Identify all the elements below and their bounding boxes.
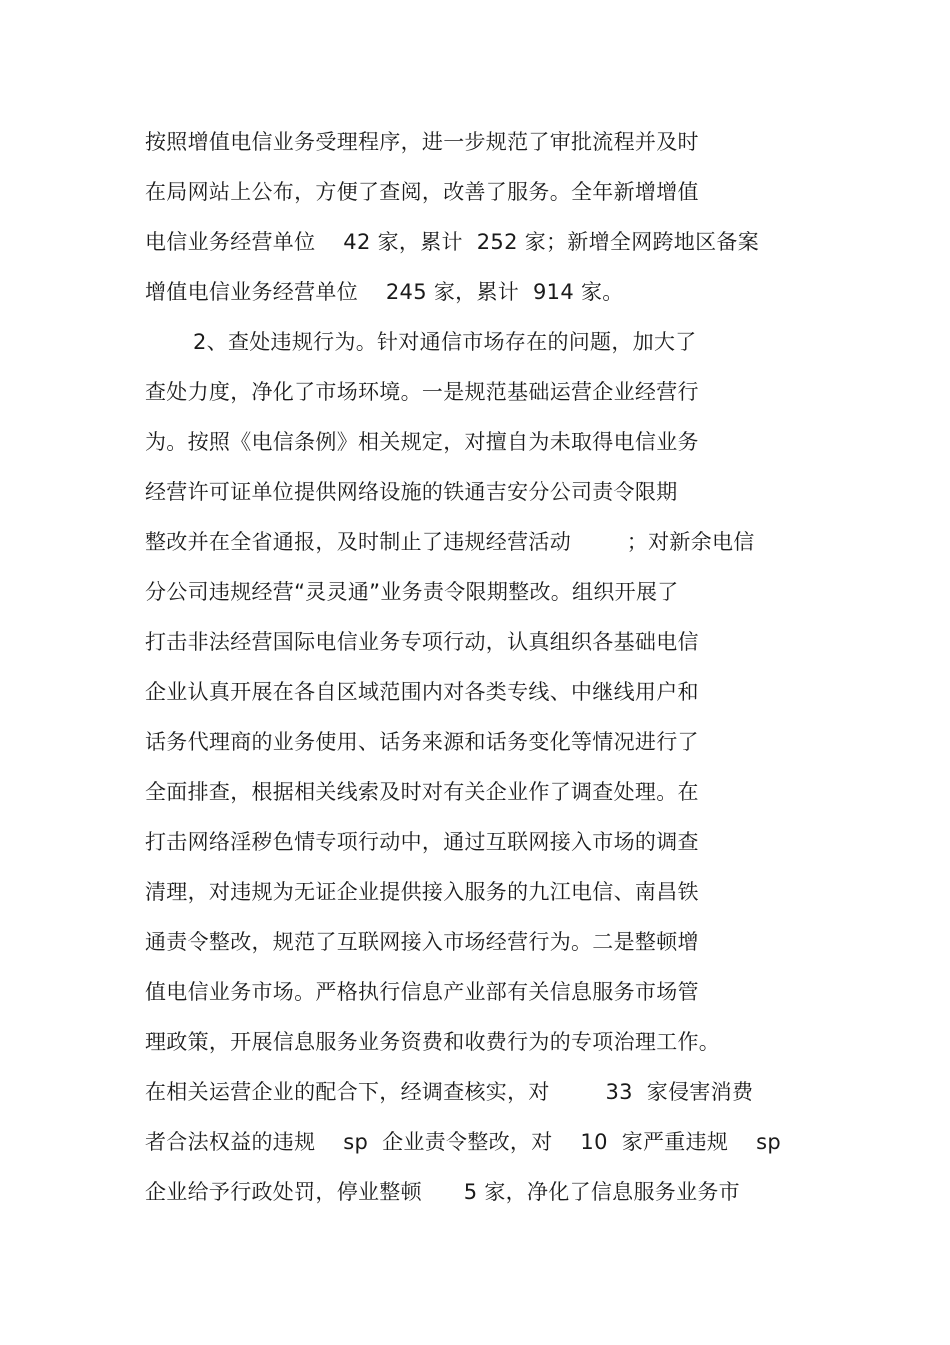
text-line: 清理，对违规为无证企业提供接入服务的九江电信、南昌铁 [145,880,699,904]
text-line: 整改并在全省通报，及时制止了违规经营活动 ；对新余电信 [145,530,755,554]
text-line: 全面排查，根据相关线索及时对有关企业作了调查处理。在 [145,780,699,804]
text-line: 增值电信业务经营单位 245 家，累计 914 家。 [145,280,624,304]
paragraph-start-line: 2、查处违规行为。针对通信市场存在的问题，加大了 [193,330,697,354]
text-line: 者合法权益的违规 sp 企业责令整改，对 10 家严重违规 sp [145,1130,781,1154]
text-line: 打击非法经营国际电信业务专项行动，认真组织各基础电信 [145,630,699,654]
text-line: 打击网络淫秽色情专项行动中，通过互联网接入市场的调查 [145,830,699,854]
text-line: 电信业务经营单位 42 家，累计 252 家；新增全网跨地区备案 [145,230,760,254]
text-line: 在相关运营企业的配合下，经调查核实，对 33 家侵害消费 [145,1080,754,1104]
text-line: 查处力度，净化了市场环境。一是规范基础运营企业经营行 [145,380,699,404]
text-line: 值电信业务市场。严格执行信息产业部有关信息服务市场管 [145,980,699,1004]
text-line: 企业给予行政处罚，停业整顿 5 家，净化了信息服务业务市 [145,1180,740,1204]
text-line: 在局网站上公布，方便了查阅，改善了服务。全年新增增值 [145,180,699,204]
text-line: 经营许可证单位提供网络设施的铁通吉安分公司责令限期 [145,480,678,504]
text-line: 企业认真开展在各自区域范围内对各类专线、中继线用户和 [145,680,699,704]
text-line: 为。按照《电信条例》相关规定，对擅自为未取得电信业务 [145,430,699,454]
text-line: 理政策，开展信息服务业务资费和收费行为的专项治理工作。 [145,1030,721,1054]
text-line: 话务代理商的业务使用、话务来源和话务变化等情况进行了 [145,730,699,754]
text-line: 通责令整改，规范了互联网接入市场经营行为。二是整顿增 [145,930,699,954]
text-line: 分公司违规经营“灵灵通”业务责令限期整改。组织开展了 [145,580,679,604]
text-line: 按照增值电信业务受理程序，进一步规范了审批流程并及时 [145,130,699,154]
